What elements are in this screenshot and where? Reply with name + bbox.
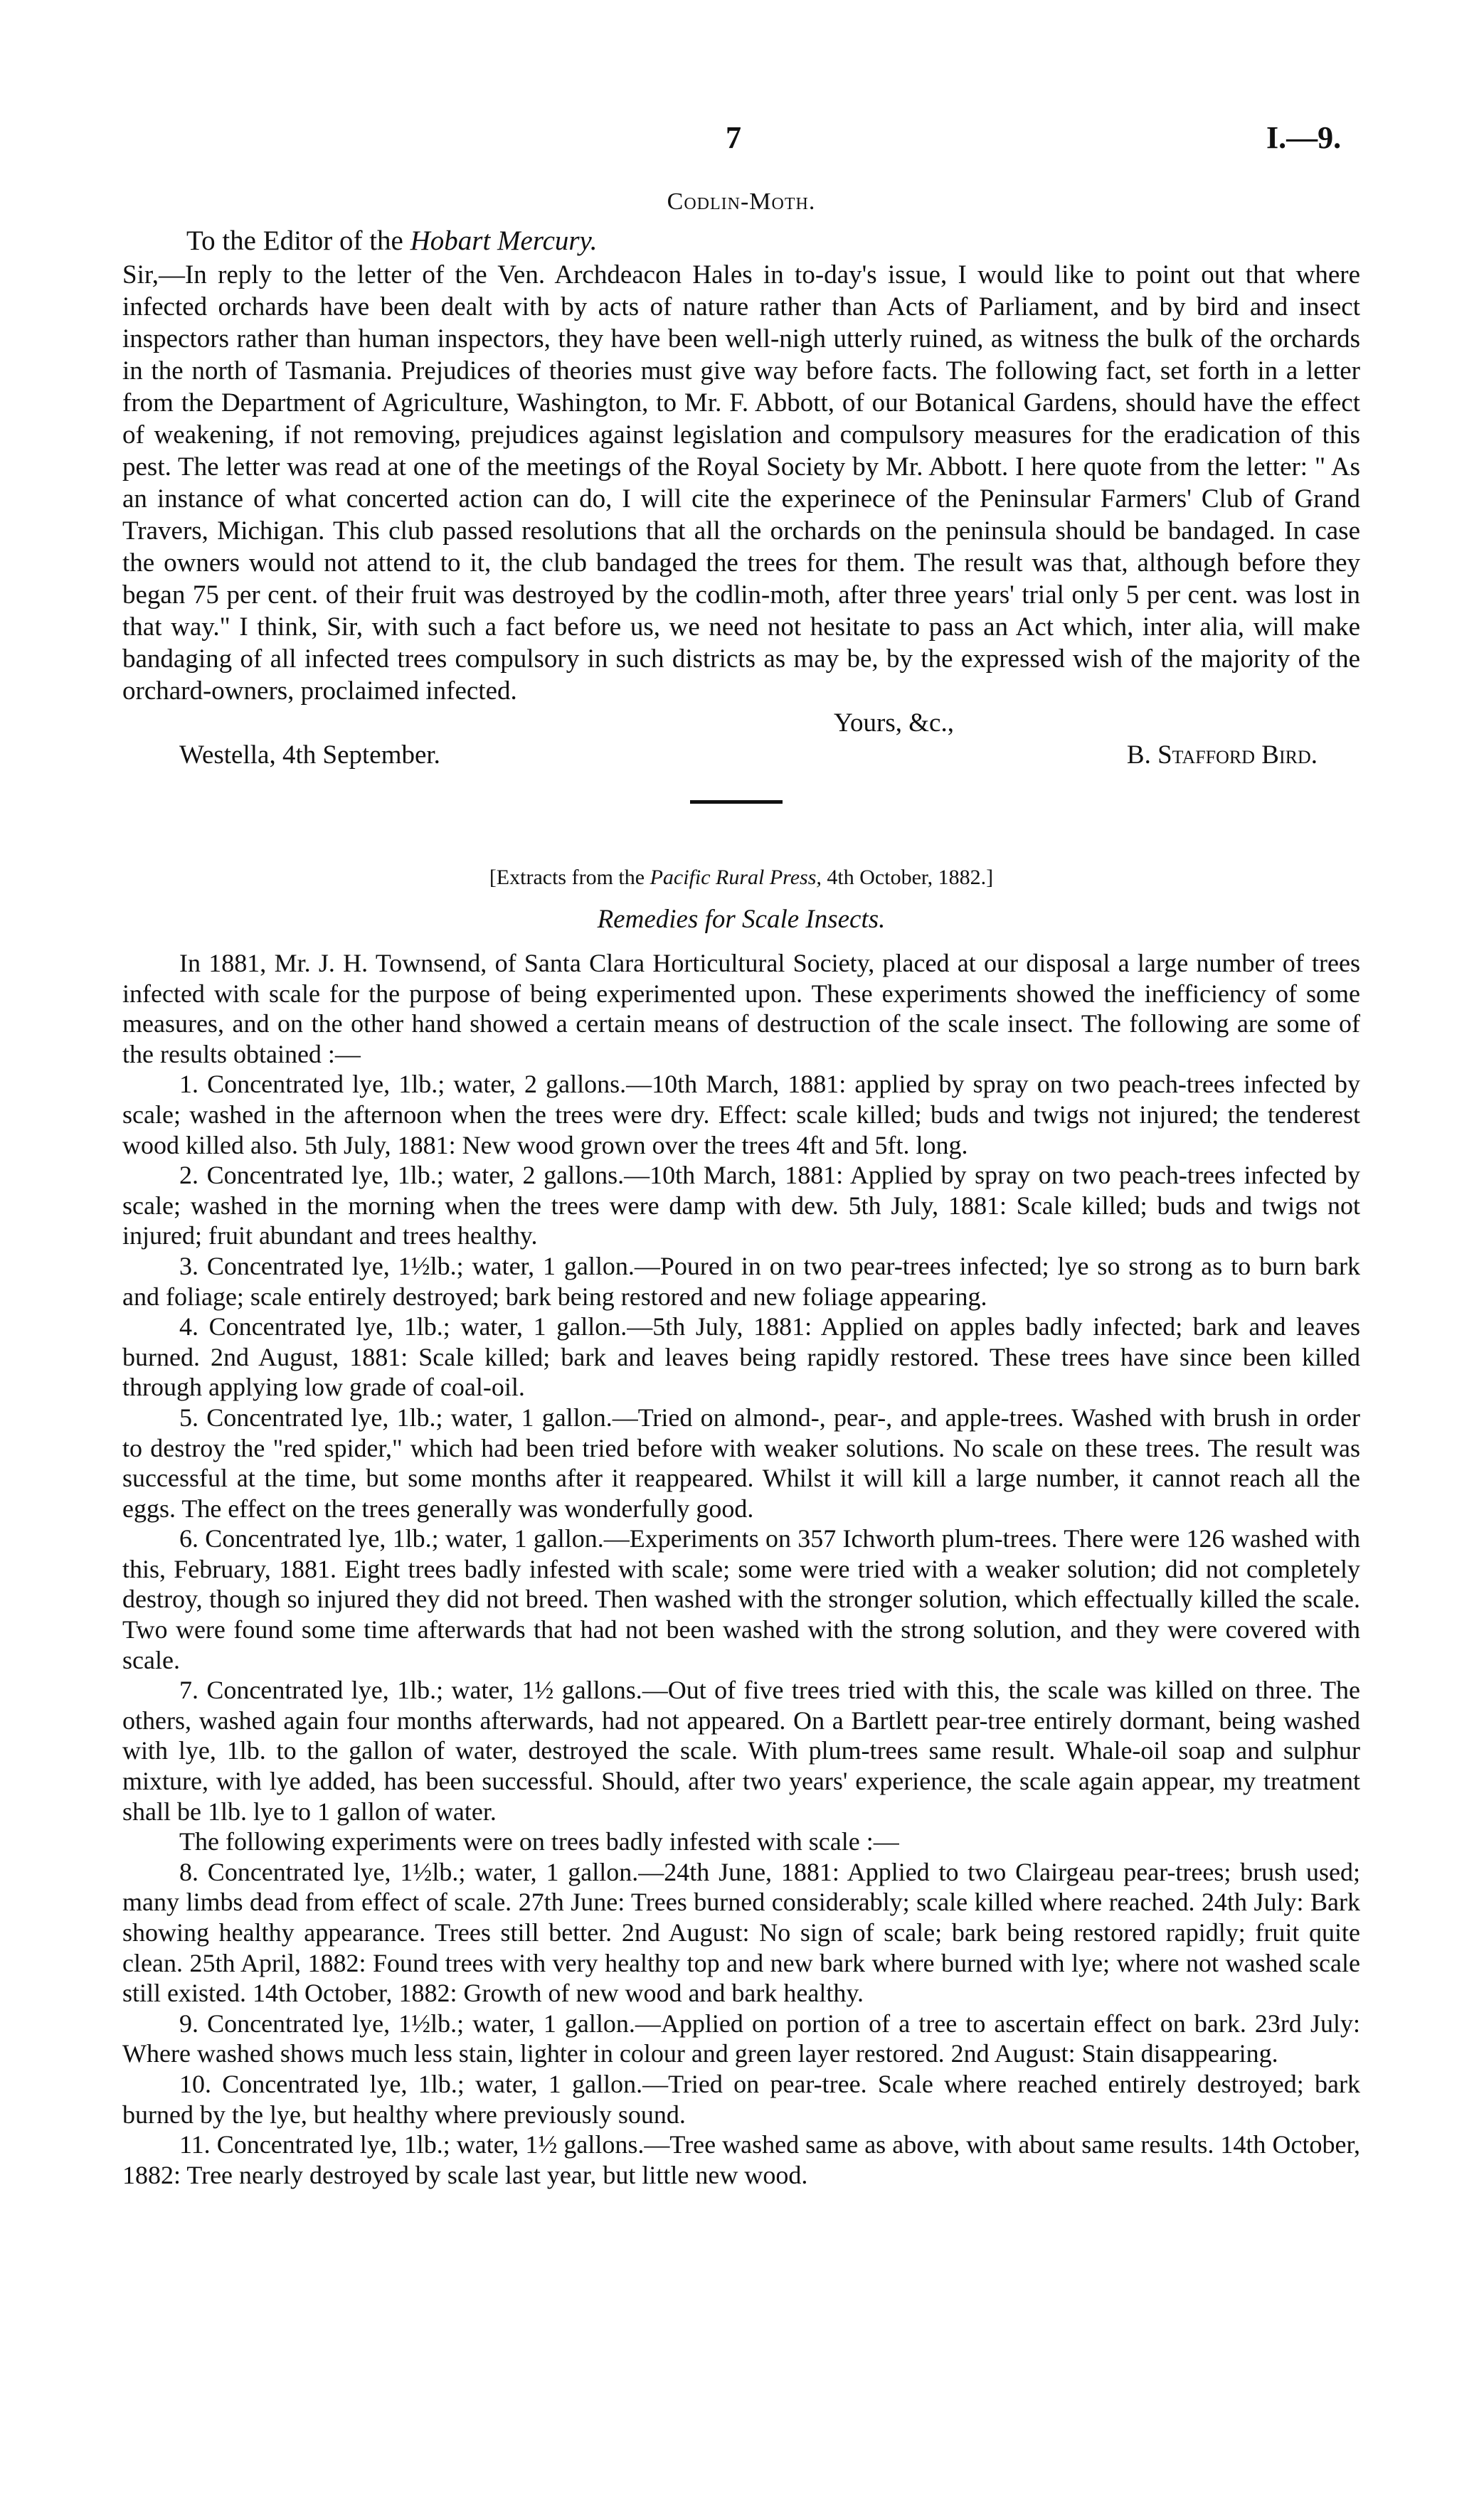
letter-section <box>122 188 1360 771</box>
experiment-item: 11. Concentrated lye, 1lb.; water, 1½ gallons.—Tree washed same as above, with about same results. 14th October, 1882: Tree nearly destroyed by scale last year, but little new wood. <box>122 2130 1360 2189</box>
extract-section <box>122 864 1360 2190</box>
experiment-item: 9. Concentrated lye, 1½lb.; water, 1 gallon.—Applied on portion of a tree to ascertain effect on bark. 23rd July: Where washed shows much less stain, lighter in colour and green layer restored. 2nd August: Stain disappearing. <box>122 2009 1360 2068</box>
experiment-item: 3. Concentrated lye, 1½lb.; water, 1 gallon.—Poured in on two pear-trees infected; lye so strong as to burn bark and foliage; scale entirely destroyed; bark being restored and new foliage appearing. <box>122 1251 1360 1311</box>
experiment-item: 6. Concentrated lye, 1lb.; water, 1 gallon.—Experiments on 357 Ichworth plum-trees. There were 126 washed with this, February, 1881. Eight trees badly infested with scale; some were tried with a weaker solution; did not completely destroy, though so injured they did not breed. Then washed with the stronger solution, which effectually killed the scale. Two were found some time afterwards that had not been washed with the strong solution, and they were covered with scale. <box>122 1524 1360 1674</box>
experiment-item: 4. Concentrated lye, 1lb.; water, 1 gallon.—5th July, 1881: Applied on apples badly infected; bark and leaves burned. 2nd August, 1881: Scale killed; bark and leaves being rapidly restored. These trees have since been killed through applying low grade of coal-oil. <box>122 1312 1360 1402</box>
place-date: Westella, 4th September. <box>179 740 440 770</box>
signature: B. Stafford Bird. <box>1126 740 1318 770</box>
experiment-item: 1. Concentrated lye, 1lb.; water, 2 gallons.—10th March, 1881: applied by spray on two peach-trees infected by scale; washed in the afternoon when the trees were dry. Effect: scale killed; buds and twigs not injured; the tenderest wood killed also. 5th July, 1881: New wood grown over the trees 4ft and 5ft. long. <box>122 1070 1360 1159</box>
experiment-item: 7. Concentrated lye, 1lb.; water, 1½ gallons.—Out of five trees tried with this, the scale was killed on three. The others, washed again four months afterwards, had not appeared. On a Bartlett pear-tree entirely dormant, being washed with lye, 1lb. to the gallon of water, destroyed the scale. With plum-trees same result. Whale-oil soap and sulphur mixture, with lye added, has been successful. Should, after two years' experience, the scale again appear, my treatment shall be 1lb. lye to 1 gallon of water. <box>122 1676 1360 1826</box>
extract-note-prefix: [Extracts from the <box>489 866 645 889</box>
extract-note-suffix: 4th October, 1882.] <box>827 866 994 889</box>
editor-prefix: To the Editor of the <box>186 225 403 256</box>
experiment-item: 8. Concentrated lye, 1½lb.; water, 1 gallon.—24th June, 1881: Applied to two Clairgeau pear-trees; brush used; many limbs dead from effect of scale. 27th June: Trees burned considerably; scale killed where reached. 24th July: Bark showing healthy appearance. Trees still better. 2nd August: No sign of scale; bark being restored rapidly; fruit quite clean. 25th April, 1882: Found trees with very healthy top and new bark where burned with lye; where not washed scale still existed. 14th October, 1882: Growth of new wood and bark healthy. <box>122 1857 1360 2008</box>
extract-title: Remedies for Scale Insects. <box>597 905 886 934</box>
experiment-item: 5. Concentrated lye, 1lb.; water, 1 gallon.—Tried on almond-, pear-, and apple-trees. Washed with brush in order to destroy the "red spider," which had been tried before with weaker solutions. No scale on these trees. The result was successful at the time, but some months after it reappeared. Whilst it will kill a large number, it cannot reach all the eggs. The effect on the trees generally was wonderfully good. <box>122 1403 1360 1523</box>
section-divider <box>690 800 783 804</box>
document-reference: I.—9. <box>1266 120 1342 155</box>
extract-source-note <box>122 864 1360 891</box>
page-number: 7 <box>726 120 741 155</box>
editor-address <box>186 223 1360 259</box>
experiment-subheading: The following experiments were on trees badly infested with scale :— <box>179 1827 899 1856</box>
closing-row <box>122 707 1360 739</box>
extract-intro: In 1881, Mr. J. H. Townsend, of Santa Clara Horticultural Society, placed at our disposal a large number of trees infected with scale for the purpose of being experimented upon. These experiments showed the inefficiency of some measures, and on the other hand showed a certain means of destruction of the scale insect. The following are some of the results obtained :— <box>122 949 1360 1068</box>
signature-row <box>122 739 1360 771</box>
newspaper-name: Hobart Mercury. <box>410 225 598 256</box>
experiment-item: 10. Concentrated lye, 1lb.; water, 1 gallon.—Tried on pear-tree. Scale where reached entirely destroyed; bark burned by the lye, but healthy where previously sound. <box>122 2069 1360 2129</box>
publication-name: Pacific Rural Press, <box>650 866 822 889</box>
letter-title: Codlin-Moth. <box>667 188 816 215</box>
letter-closing: Yours, &c., <box>834 708 954 738</box>
experiment-item: 2. Concentrated lye, 1lb.; water, 2 gallons.—10th March, 1881: Applied by spray on two peach-trees infected by scale; washed in the morning when the trees were damp with dew. 5th July, 1881: Scale killed; buds and twigs not injured; fruit abundant and trees healthy. <box>122 1161 1360 1250</box>
letter-body: Sir,—In reply to the letter of the Ven. Archdeacon Hales in to-day's issue, I would like to point out that where infected orchards have been dealt with by acts of nature rather than Acts of Parliament, and by bird and insect inspectors rather than human inspectors, they have been well-nigh utterly ruined, as witness the bulk of the orchards in the north of Tasmania. Prejudices of theories must give way before facts. The following fact, set forth in a letter from the Department of Agriculture, Washington, to Mr. F. Abbott, of our Botanical Gardens, should have the effect of weakening, if not removing, prejudices against legislation and compulsory measures for the eradication of this pest. The letter was read at one of the meetings of the Royal Society by Mr. Abbott. I here quote from the letter: " As an instance of what concerted action can do, I will cite the experinece of the Peninsular Farmers' Club of Grand Travers, Michigan. This club passed resolutions that all the orchards on the peninsula should be bandaged. In case the owners would not attend to it, the club bandaged the trees for them. The result was that, although before they began 75 per cent. of their fruit was destroyed by the codlin-moth, after three years' trial only 5 per cent. was lost in that way." I think, Sir, with such a fact before us, we need not hesitate to pass an Act which, inter alia, will make bandaging of all infected trees compulsory in such districts as may be, by the expressed wish of the majority of the orchard-owners, proclaimed infected. <box>122 260 1360 706</box>
